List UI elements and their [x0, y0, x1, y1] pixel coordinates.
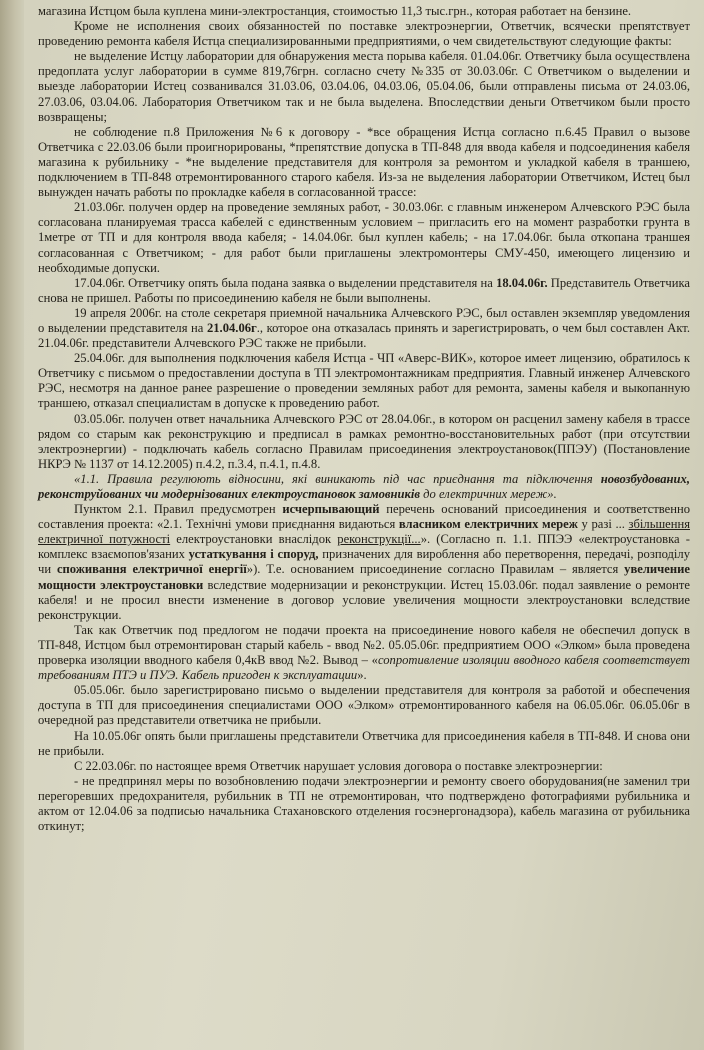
- document-paragraph: [38, 729, 690, 759]
- document-paragraph: [38, 623, 690, 683]
- text-run: сопротивление изоляции вводного кабеля соответствует требованиям ПТЭ и ПУЭ. Кабель пригоден к эксплуатации: [38, 653, 690, 683]
- page-binding-shadow: [0, 0, 24, 1050]
- document-paragraph: [38, 306, 690, 351]
- document-paragraph: [38, 502, 690, 623]
- text-run: 03.05.06г. получен ответ начальника Алчевского РЭС от 28.04.06г., в котором он расценил замену кабеля в трассе рядом со старым как реконструкцию и предписал в рамках ремонтно-восстановительных работ (при отсутствии электроэнергии) - подключать кабель согласно Правилам присоединения электроустановок(ППЭУ) (Постановление НКРЭ № 1137 от 14.12.2005) п.4.2, п.3.4, п.4.1, п.4.8.: [38, 411, 690, 471]
- document-paragraph: [38, 276, 690, 306]
- text-run: вследствие модернизации и реконструкции. Истец 15.03.06г. подал заявление о ремонте кабеля! и не просил внести изменение в договор условие увеличения мощности электроустановки вследствие реконструкции.: [38, 577, 690, 622]
- document-paragraph: [38, 49, 690, 124]
- text-run: перечень оснований присоединения и соответственно составления проекта: «2.1. Технічні умови приєднання видаються: [38, 502, 690, 532]
- text-run: до електричних мереж».: [420, 487, 557, 501]
- text-run: »). Т.е. основанием присоединение согласно Правилам – является: [246, 562, 625, 577]
- text-run: 21.04.06г: [206, 320, 257, 335]
- text-run: реконструкції...: [337, 532, 421, 547]
- text-run: магазина Истцом была куплена мини-электростанция, стоимостью 11,3 тыс.грн., которая работает на бензине.: [38, 4, 632, 18]
- text-run: Так как Ответчик под предлогом не подачи проекта на присоединение нового кабеля не обеспечил допуск в ТП-848, Истцом был отремонтирован старый кабель - ввод №2. 05.05.06г. предприятием ООО «Элком» была проведена проверка изоляции вводного кабеля 0,4кВ ввод №2. Вывод – «: [38, 622, 690, 668]
- text-run: електроустановки внаслідок: [170, 532, 338, 547]
- text-run: ». (Согласно п. 1.1. ППЭЭ «електроустановка - комплекс взаємопов'язаних: [38, 532, 690, 562]
- text-run: ».: [357, 668, 367, 683]
- text-run: ., которое она отказалась принять и зарегистрировать, о чем был составлен Акт. 21.04.06г. представители Алчевского РЭС также не прибыли.: [38, 320, 691, 351]
- text-run: споживання електричної енергії: [56, 562, 247, 577]
- text-run: 05.05.06г. было зарегистрировано письмо о выделении представителя для контроля за работой и обеспечения доступа в ТП для присоединения специалистами ООО «Элком» отремонтированного кабеля на 06.05.06г. 06.05.06г в очередной раз представители ответчика не прибыли.: [38, 683, 690, 728]
- document-paragraph: [38, 472, 690, 502]
- text-run: Кроме не исполнения своих обязанностей по поставке электроэнергии, Ответчик, всячески препятствует проведению ремонта кабеля Истца специализированными предприятиями, о чем свидетельствуют следующие факты:: [38, 19, 690, 49]
- document-paragraph: [38, 351, 690, 411]
- text-run: 19 апреля 2006г. на столе секретаря приемной начальника Алчевского РЭС, был оставлен экземпляр уведомления о выделении представителя на: [38, 305, 690, 335]
- document-paragraph: [38, 19, 690, 49]
- text-run: не выделение Истцу лаборатории для обнаружения места порыва кабеля. 01.04.06г. Ответчику была осуществлена предоплата услуг лаборатории в сумме 819,76грн. согласно счету №335 от 30.03.06г. С Ответчиком о выделении и выезде лаборатории Истец созванивался 31.03.06, 03.04.06, 04.03.06, 05.04.06, были отправлены письма от 24.03.06, 27.03.06, 03.04.06. Лаборатория Ответчиком так и не была выделена. Впоследствии деньги Ответчиком были просто возвращены;: [38, 49, 690, 124]
- text-run: призначених для вироблення або перетворення, передачі, розподілу чи: [38, 547, 690, 577]
- text-run: у разі ...: [577, 517, 629, 532]
- document-body: [38, 4, 690, 834]
- text-run: Представитель Ответчика снова не пришел. Работы по присоединению кабеля не были выполнены.: [38, 275, 690, 305]
- text-run: устаткування і споруд,: [188, 547, 319, 562]
- document-paragraph: [38, 412, 690, 472]
- document-paragraph: [38, 759, 690, 774]
- text-run: власником електричних мереж: [398, 517, 578, 532]
- text-run: - не предпринял меры по возобновлению подачи электроэнергии и ремонту своего оборудования(не заменил три перегоревших предохранителя, рубильник в ТП не отремонтирован, что подтверждено фотографиями рубильника и актом от 12.04.06 за подписью начальника Стахановского отделения госэнергонадзора), кабель магазина от рубильника откинут;: [38, 773, 690, 834]
- text-run: исчерпывающий: [282, 502, 380, 517]
- document-paragraph: [38, 125, 690, 200]
- text-run: збільшення електричної потужності: [38, 517, 690, 547]
- document-paragraph: [38, 200, 690, 275]
- document-paragraph: [38, 683, 690, 728]
- text-run: На 10.05.06г опять были приглашены представители Ответчика для присоединения кабеля в ТП-848. И снова они не прибыли.: [38, 728, 690, 758]
- document-paragraph: [38, 774, 690, 834]
- text-run: 18.04.06г.: [496, 275, 548, 290]
- text-run: С 22.03.06г. по настоящее время Ответчик нарушает условия договора о поставке электроэнергии:: [74, 758, 603, 773]
- text-run: Пунктом 2.1. Правил предусмотрен: [74, 502, 283, 517]
- text-run: «1.1. Правила регулюють відносини, які виникають під час приєднання та підключення: [74, 471, 601, 486]
- document-paragraph: [38, 4, 690, 19]
- text-run: не соблюдение п.8 Приложения №6 к договору - *все обращения Истца согласно п.6.45 Правил о вызове Ответчика с 22.03.06 были проигнорированы, *препятствие допуска в ТП-848 для ввода кабеля и подсоединения кабеля магазина к рубильнику - *не выделение представителя для контроля за ремонтом и укладкой кабеля в траншею, подключением в ТП-848 отремонтированного старого кабеля. Из-за не выделения лаборатории Ответчиком, Истец был вынужден начать работы по прокладке кабеля в согласованной трассе:: [38, 124, 690, 200]
- text-run: 17.04.06г. Ответчику опять была подана заявка о выделении представителя на: [74, 275, 497, 290]
- text-run: новозбудованих, реконструйованих чи модернізованих електроустановок замовників: [38, 471, 690, 501]
- text-run: 25.04.06г. для выполнения подключения кабеля Истца - ЧП «Аверс-ВИК», которое имеет лицензию, обратилось к Ответчику с письмом о предоставлении доступа в ТП электромонтажникам предприятия. Главный инженер Алчевского РЭС, несмотря на данное ранее разрешение о проведении земляных работ для ремонта, замены кабеля и выкопанную траншею, отказал специалистам в допуске к проведению работ.: [38, 351, 690, 411]
- text-run: увеличение мощности электроустановки: [38, 562, 690, 592]
- text-run: 21.03.06г. получен ордер на проведение земляных работ, - 30.03.06г. с главным инженером Алчевского РЭС была согласована планируемая трасса кабелей с единственным условием – пригласить его на момент разработки грунта в 1метре от ТП и для контроля ввода кабеля; - 14.04.06г. был куплен кабель; - на 17.04.06г. была откопана траншея согласованная с Ответчиком; - для работ были приглашены электромонтеры СМУ-450, имеющего лицензию и необходимые допуски.: [38, 200, 690, 275]
